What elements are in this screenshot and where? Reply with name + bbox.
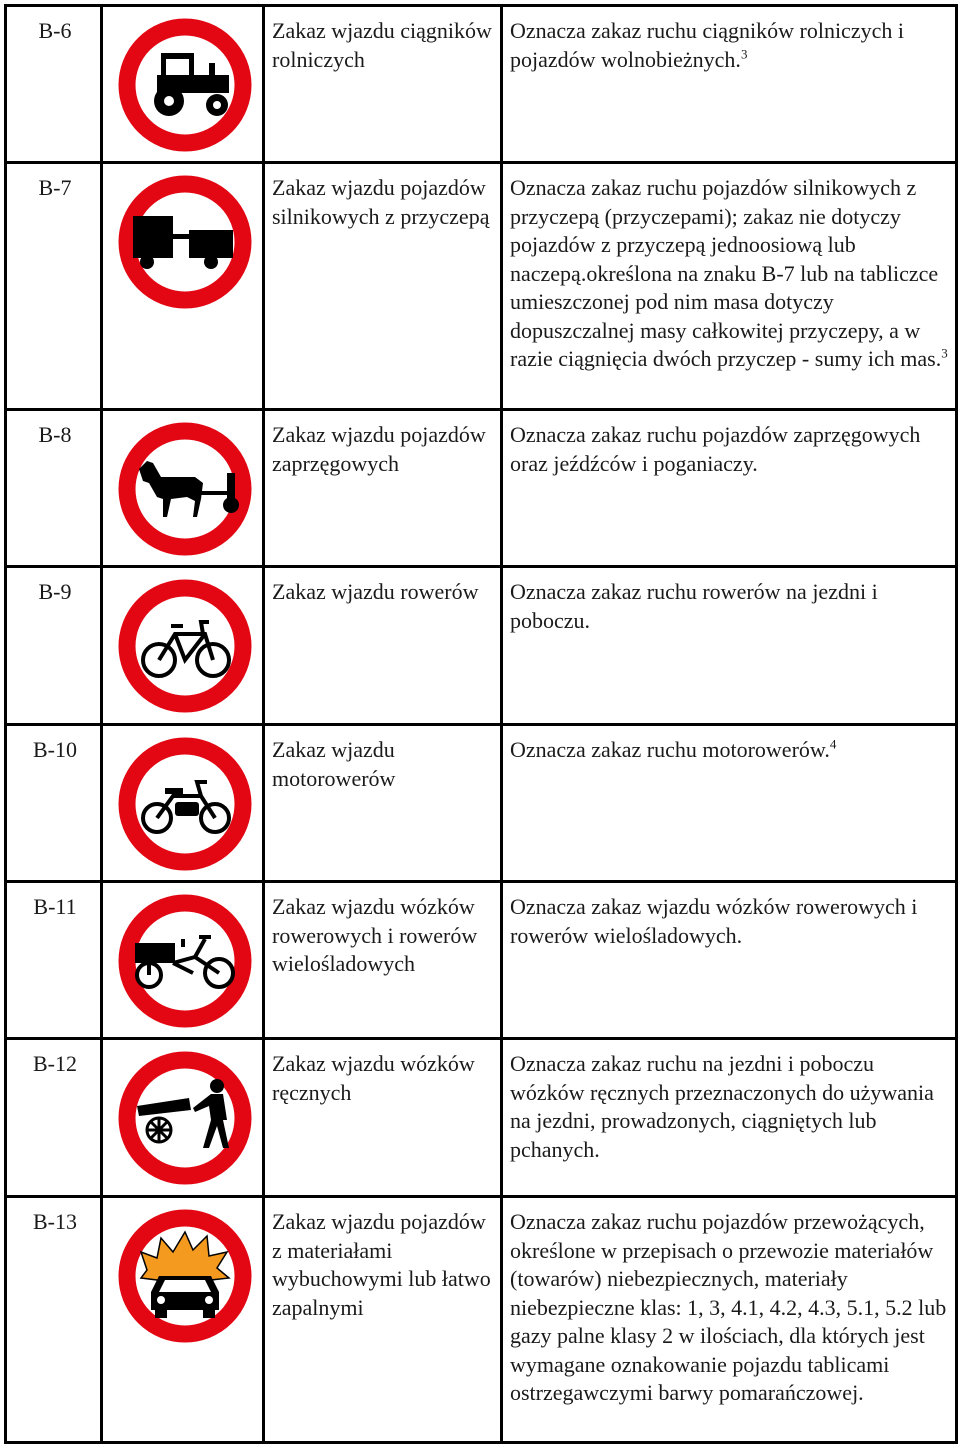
sign-name: Zakaz wjazdu pojazdów zaprzęgowych — [264, 410, 502, 567]
sign-name: Zakaz wjazdu pojazdów z materiałami wybuchowymi lub łatwo zapalnymi — [264, 1197, 502, 1443]
truck-trailer-icon — [117, 174, 253, 310]
sign-description — [502, 1197, 957, 1443]
sign-name: Zakaz wjazdu motorowerów — [264, 725, 502, 882]
moped-icon — [117, 736, 253, 872]
table-row — [6, 1197, 957, 1443]
sign-name: Zakaz wjazdu wózków rowerowych i rowerów wielośladowych — [264, 882, 502, 1039]
table-row — [6, 882, 957, 1039]
table-row — [6, 725, 957, 882]
horse-cart-icon — [117, 421, 253, 557]
description-text: Oznacza zakaz wjazdu wózków rowerowych i rowerów wielośladowych. — [510, 894, 918, 948]
handcart-icon — [117, 1050, 253, 1186]
sign-image — [102, 567, 264, 725]
sign-code: B-7 — [6, 163, 102, 410]
sign-name: Zakaz wjazdu wózków ręcznych — [264, 1039, 502, 1197]
sign-code: B-9 — [6, 567, 102, 725]
explosive-car-icon — [117, 1208, 253, 1344]
description-text: Oznacza zakaz ruchu motorowerów. — [510, 737, 830, 762]
cargo-bike-icon — [117, 893, 253, 1029]
table-row — [6, 567, 957, 725]
description-text: Oznacza zakaz ruchu pojazdów silnikowych z przyczepą (przyczepami); zakaz nie dotyczy pojazdów z przyczepą jednoosiową lub naczepą.określona na znaku B-7 lub na tabliczce umieszczonej pod nim masa dotyczy dopuszczalnej masy całkowitej przyczepy, a w razie ciągnięcia dwóch przyczep - sumy ich mas. — [510, 175, 942, 371]
footnote-marker: 4 — [829, 736, 837, 752]
description-text: Oznacza zakaz ruchu ciągników rolniczych i pojazdów wolnobieżnych. — [510, 18, 904, 72]
sign-code: B-10 — [6, 725, 102, 882]
sign-name: Zakaz wjazdu ciągników rolniczych — [264, 6, 502, 163]
sign-description — [502, 567, 957, 725]
description-text: Oznacza zakaz ruchu pojazdów zaprzęgowych oraz jeźdźców i poganiaczy. — [510, 422, 921, 476]
sign-code: B-6 — [6, 6, 102, 163]
sign-description — [502, 410, 957, 567]
sign-code: B-11 — [6, 882, 102, 1039]
bicycle-icon — [117, 578, 253, 714]
sign-image — [102, 1197, 264, 1443]
sign-description — [502, 882, 957, 1039]
description-text: Oznacza zakaz ruchu na jezdni i poboczu wózków ręcznych przeznaczonych do używania na jezdni, prowadzonych, ciągniętych lub pchanych. — [510, 1051, 934, 1162]
tractor-icon — [117, 17, 253, 153]
description-text: Oznacza zakaz ruchu rowerów na jezdni i poboczu. — [510, 579, 878, 633]
table-row — [6, 1039, 957, 1197]
sign-image — [102, 163, 264, 410]
sign-code: B-12 — [6, 1039, 102, 1197]
sign-description — [502, 6, 957, 163]
sign-image — [102, 882, 264, 1039]
sign-image — [102, 410, 264, 567]
table-row — [6, 163, 957, 410]
sign-description — [502, 163, 957, 410]
sign-description — [502, 725, 957, 882]
sign-description — [502, 1039, 957, 1197]
sign-code: B-8 — [6, 410, 102, 567]
footnote-marker: 3 — [740, 46, 748, 62]
description-text: Oznacza zakaz ruchu pojazdów przewożących, określone w przepisach o przewozie materiałów (towarów) niebezpiecznych, materiały niebezpieczne klas: 1, 3, 4.1, 4.2, 4.3, 5.1, 5.2 lub gazy palne klasy 2 w ilościach, dla których jest wymagane oznakowanie pojazdu tablicami ostrzegawczymi barwy pomarańczowej. — [510, 1209, 947, 1405]
table-row — [6, 410, 957, 567]
footnote-marker: 3 — [941, 345, 948, 361]
sign-image — [102, 1039, 264, 1197]
table-row — [6, 6, 957, 163]
sign-name: Zakaz wjazdu pojazdów silnikowych z przyczepą — [264, 163, 502, 410]
sign-name: Zakaz wjazdu rowerów — [264, 567, 502, 725]
road-signs-table — [4, 4, 958, 1444]
sign-image — [102, 6, 264, 163]
sign-code: B-13 — [6, 1197, 102, 1443]
sign-image — [102, 725, 264, 882]
